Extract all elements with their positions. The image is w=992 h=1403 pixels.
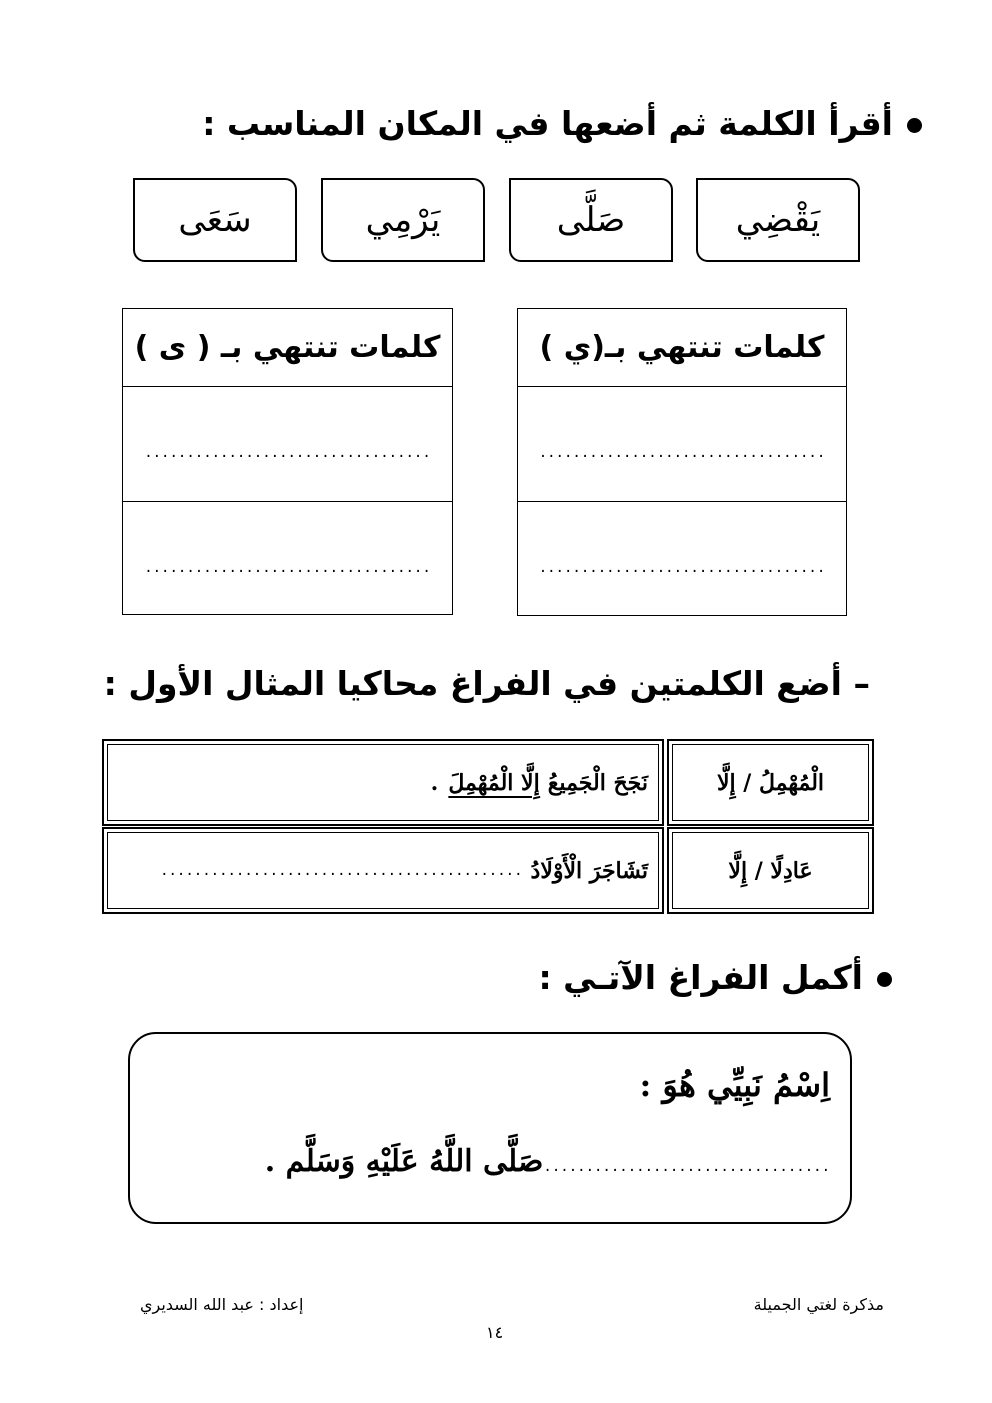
word-card-label: يَقْضِي [735, 200, 821, 240]
answer-cell[interactable] [518, 501, 846, 615]
word-card-1 [696, 178, 860, 262]
footer-book-title: مذكرة لغتي الجميلة [753, 1295, 884, 1314]
word-card-label: يَرْمِي [365, 200, 441, 240]
example-words-2 [667, 827, 874, 914]
salawat-text: صَلَّى اللَّهُ عَلَيْهِ وَسَلَّم . [264, 1144, 544, 1179]
blank-line[interactable]: ........................................... [160, 862, 523, 879]
section3-instruction: أكمل الفراغ الآتـي : [538, 958, 892, 997]
table-header: كلمات تنتهي بـ ( ى ) [123, 309, 452, 387]
sentence-start: تَشَاجَرَ الْأَوْلَادُ [530, 857, 648, 884]
word-card-2 [509, 178, 673, 262]
table-ends-with-ya [517, 308, 847, 616]
word-card-label: صَلَّى [556, 200, 626, 240]
word-pair: الْمُهْمِلُ / إِلَّا [716, 769, 825, 796]
prompt-line: اِسْمُ نَبِيِّي هُوَ : [639, 1066, 830, 1104]
sentence-start: نَجَحَ الْجَمِيعُ [547, 769, 648, 796]
sentence-end: . [430, 769, 439, 796]
page-number: ١٤ [486, 1323, 504, 1342]
word-card-label: سَعَى [178, 200, 252, 240]
example-sentence-2 [102, 827, 664, 914]
table-ends-with-alif-maqsura [122, 308, 453, 615]
footer-author: إعداد : عبد الله السديري [140, 1295, 304, 1314]
section1-instruction: أقرأ الكلمة ثم أضعها في المكان المناسب : [202, 104, 922, 143]
bullet-icon [907, 118, 922, 133]
model-answer: إِلَّا الْمُهْمِلَ [448, 769, 540, 796]
answer-line [265, 1144, 830, 1179]
word-card-4 [133, 178, 297, 262]
answer-cell[interactable] [518, 387, 846, 501]
word-pair: عَادِلًا / إِلَّا [728, 857, 813, 884]
table-header: كلمات تنتهي بـ(ي ) [518, 309, 846, 387]
blank-line[interactable]: .................................. [144, 560, 431, 576]
answer-cell[interactable] [123, 501, 452, 615]
fill-in-box [128, 1032, 852, 1224]
blank-line[interactable]: .................................. [543, 1159, 830, 1175]
blank-line[interactable]: .................................. [538, 560, 826, 576]
bullet-icon [877, 972, 892, 987]
answer-cell[interactable] [123, 387, 452, 501]
blank-line[interactable]: .................................. [538, 445, 826, 461]
section2-instruction: – أضع الكلمتين في الفراغ محاكيا المثال الأول : [103, 664, 870, 703]
word-card-3 [321, 178, 485, 262]
blank-line[interactable]: .................................. [144, 445, 431, 461]
example-sentence-1 [102, 739, 664, 826]
example-words-1 [667, 739, 874, 826]
